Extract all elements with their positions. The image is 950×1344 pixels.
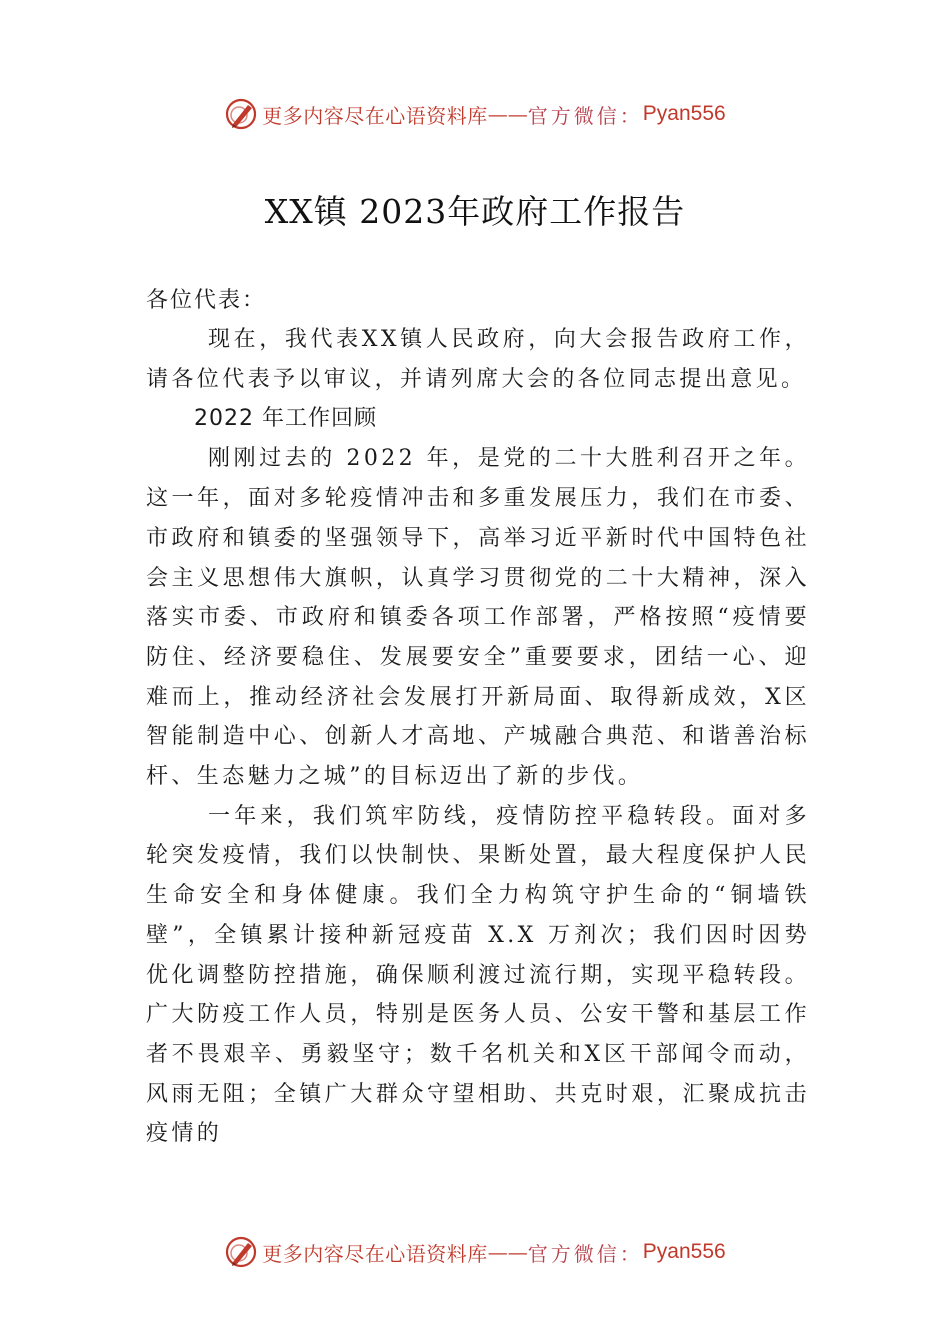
watermark-label: 官方微信： — [527, 1241, 643, 1266]
body-paragraph-2: 一年来，我们筑牢防线，疫情防控平稳转段。面对多轮突发疫情，我们以快制快、果断处置，最大程度保护人民生命安全和身体健康。我们全力构筑守护生命的“铜墙铁壁”，全镇累计接种新冠疫苗 X.X 万剂次；我们因时因势优化调整防控措施，确保顺利渡过流行期，实现平稳转段。广大防疫工作人员，特别是医务人员、公安干警和基层工作者不畏艰辛、勇毅坚守；数千名机关和X区干部闻令而动，风雨无阻；全镇广大群众守望相助、共克时艰，汇聚成抗击疫情的 — [146, 803, 810, 1147]
watermark-footer — [0, 1232, 950, 1272]
watermark-wechat-id: Pyan556 — [642, 102, 726, 125]
watermark-text: 更多内容尽在心语资料库 — [262, 1241, 488, 1266]
body-paragraph-1: 刚刚过去的 2022 年，是党的二十大胜利召开之年。这一年，面对多轮疫情冲击和多重发展压力，我们在市委、市政府和镇委的坚强领导下，高举习近平新时代中国特色社会主义思想伟大旗帜，认真学习贯彻党的二十大精神，深入落实市委、市政府和镇委各项工作部署，严格按照“疫情要防住、经济要稳住、发展要安全”重要要求，团结一心、迎难而上，推动经济社会发展打开新局面、取得新成效，X区智能制造中心、创新人才高地、产城融合典范、和谐善治标杆、生态魅力之城”的目标迈出了新的步伐。 — [146, 446, 810, 790]
section-heading: 2022 年工作回顾 — [194, 406, 377, 432]
salutation: 各位代表： — [146, 288, 267, 313]
watermark-header — [0, 94, 950, 134]
document-title: XX镇 2023年政府工作报告 — [264, 192, 686, 231]
watermark-separator: —— — [487, 1240, 528, 1264]
watermark-wechat-id: Pyan556 — [642, 1240, 726, 1263]
document-body — [146, 282, 810, 1154]
watermark-separator: —— — [487, 102, 528, 126]
watermark-label: 官方微信： — [527, 103, 643, 128]
pen-logo-icon — [224, 1235, 258, 1269]
watermark-text: 更多内容尽在心语资料库 — [262, 103, 488, 128]
pen-logo-icon — [224, 97, 258, 131]
intro-paragraph: 现在，我代表XX镇人民政府，向大会报告政府工作， 请各位代表予以审议，并请列席大会的各位同志提出意见。 — [146, 327, 810, 392]
